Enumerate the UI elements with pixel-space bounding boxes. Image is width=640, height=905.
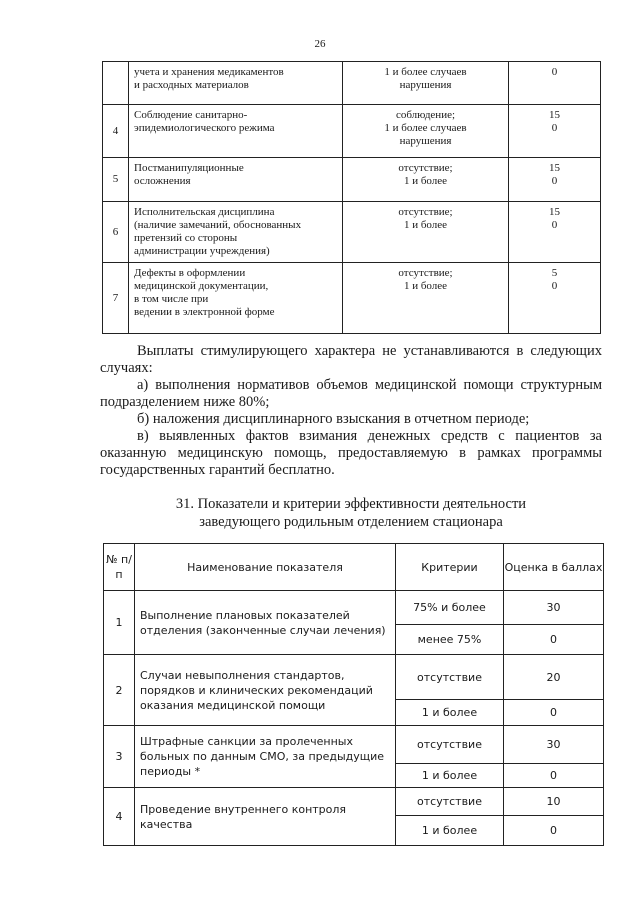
criteria-line: 1 и более	[403, 219, 448, 231]
indicator-name	[129, 158, 343, 202]
indicator-name	[129, 62, 343, 105]
exclusion-item-a: а) выполнения нормативов объемов медицинской помощи структурным подразделением ниже 80%;	[100, 377, 602, 410]
criteria-line: отсутствие;	[398, 162, 453, 174]
indicator-name-line: претензий со стороны	[134, 232, 238, 244]
indicator-name-line: учета и хранения медикаментов	[134, 66, 284, 78]
score-line: 0	[551, 219, 558, 231]
criteria: 1 и более	[396, 764, 504, 788]
indicator-name: Проведение внутреннего контроля качества	[135, 788, 396, 846]
row-number: 7	[103, 263, 129, 334]
criteria: 1 и более	[396, 816, 504, 846]
criteria: 1 и более	[396, 700, 504, 726]
score-line: 15	[549, 206, 560, 218]
table-row	[103, 105, 601, 158]
table-row	[103, 158, 601, 202]
score	[509, 62, 601, 105]
score	[509, 158, 601, 202]
criteria: 75% и более	[396, 591, 504, 625]
criteria-line: соблюдение;	[395, 109, 456, 121]
indicator-name: Выполнение плановых показателей отделения (законченные случаи лечения)	[135, 591, 396, 655]
row-number: 2	[104, 655, 135, 726]
score-line: 0	[551, 280, 558, 292]
table-row	[104, 655, 604, 700]
criteria	[343, 263, 509, 334]
table-row	[103, 202, 601, 263]
indicator-name: Случаи невыполнения стандартов, порядков и клинических рекомендаций оказания медицинской помощи	[135, 655, 396, 726]
indicator-name-line: Дефекты в оформлении	[134, 267, 246, 279]
criteria: отсутствие	[396, 655, 504, 700]
indicator-name-line: эпидемиологического режима	[134, 122, 275, 134]
indicator-name	[129, 202, 343, 263]
exclusion-item-b: б) наложения дисциплинарного взыскания в отчетном периоде;	[137, 411, 530, 427]
criteria: менее 75%	[396, 625, 504, 655]
score: 0	[504, 764, 604, 788]
exclusions-text	[100, 343, 602, 479]
row-number: 4	[103, 105, 129, 158]
criteria-line: нарушения	[399, 135, 452, 147]
score: 20	[504, 655, 604, 700]
indicator-name-line: (наличие замечаний, обоснованных	[134, 219, 302, 231]
score-line: 0	[551, 175, 558, 187]
header-name: Наименование показателя	[135, 544, 396, 591]
row-number: 5	[103, 158, 129, 202]
indicator-name	[129, 263, 343, 334]
indicator-name-line: и расходных материалов	[134, 79, 249, 91]
score-line: 5	[551, 267, 558, 279]
score: 10	[504, 788, 604, 816]
score-line: 15	[549, 109, 560, 121]
score	[509, 105, 601, 158]
table-row	[104, 788, 604, 816]
score	[509, 263, 601, 334]
criteria	[343, 158, 509, 202]
criteria-line: 1 и более	[403, 280, 448, 292]
score: 0	[504, 625, 604, 655]
row-number	[103, 62, 129, 105]
row-number: 3	[104, 726, 135, 788]
row-number: 1	[104, 591, 135, 655]
criteria-table-continued	[102, 61, 601, 334]
score-line: 15	[549, 162, 560, 174]
criteria-line: отсутствие;	[398, 267, 453, 279]
criteria	[343, 62, 509, 105]
indicator-name-line: Постманипуляционные	[134, 162, 244, 174]
score-line: 0	[551, 122, 558, 134]
row-number: 6	[103, 202, 129, 263]
criteria-line: нарушения	[399, 79, 452, 91]
indicator-name: Штрафные санкции за пролеченных больных по данным СМО, за предыдущие периоды *	[135, 726, 396, 788]
criteria-line: 1 и более случаев	[384, 122, 467, 134]
criteria-line: 1 и более	[403, 175, 448, 187]
table-row	[103, 62, 601, 105]
indicator-name-line: ведении в электронной форме	[134, 306, 275, 318]
criteria: отсутствие	[396, 788, 504, 816]
header-num: № п/п	[104, 544, 135, 591]
section-heading-line2: заведующего родильным отделением стационара	[199, 514, 503, 530]
criteria-line: отсутствие;	[398, 206, 453, 218]
criteria	[343, 105, 509, 158]
score	[509, 202, 601, 263]
indicator-name-line: осложнения	[134, 175, 191, 187]
head-of-maternity-criteria-table	[103, 543, 604, 846]
table-header-row	[104, 544, 604, 591]
indicator-name-line: администрации учреждения)	[134, 245, 270, 257]
page-number: 26	[314, 38, 326, 50]
exclusion-item-c: в) выявленных фактов взимания денежных средств с пациентов за оказанную медицинскую помощь, предоставляемую в рамках программы государственных гарантий бесплатно.	[100, 428, 602, 478]
table-row	[103, 263, 601, 334]
section-heading	[100, 495, 602, 531]
table-row	[104, 726, 604, 764]
criteria: отсутствие	[396, 726, 504, 764]
score: 0	[504, 816, 604, 846]
score-line: 0	[551, 66, 558, 78]
indicator-name	[129, 105, 343, 158]
row-number: 4	[104, 788, 135, 846]
indicator-name-line: Соблюдение санитарно-	[134, 109, 248, 121]
header-criteria: Критерии	[396, 544, 504, 591]
score: 30	[504, 591, 604, 625]
score: 0	[504, 700, 604, 726]
exclusions-intro: Выплаты стимулирующего характера не устанавливаются в следующих случаях:	[100, 343, 602, 376]
header-score: Оценка в баллах	[504, 544, 604, 591]
indicator-name-line: в том числе при	[134, 293, 209, 305]
score: 30	[504, 726, 604, 764]
table-row	[104, 591, 604, 625]
criteria	[343, 202, 509, 263]
indicator-name-line: медицинской документации,	[134, 280, 269, 292]
indicator-name-line: Исполнительская дисциплина	[134, 206, 275, 218]
section-heading-line1: 31. Показатели и критерии эффективности деятельности	[175, 496, 527, 512]
criteria-line: 1 и более случаев	[384, 66, 467, 78]
